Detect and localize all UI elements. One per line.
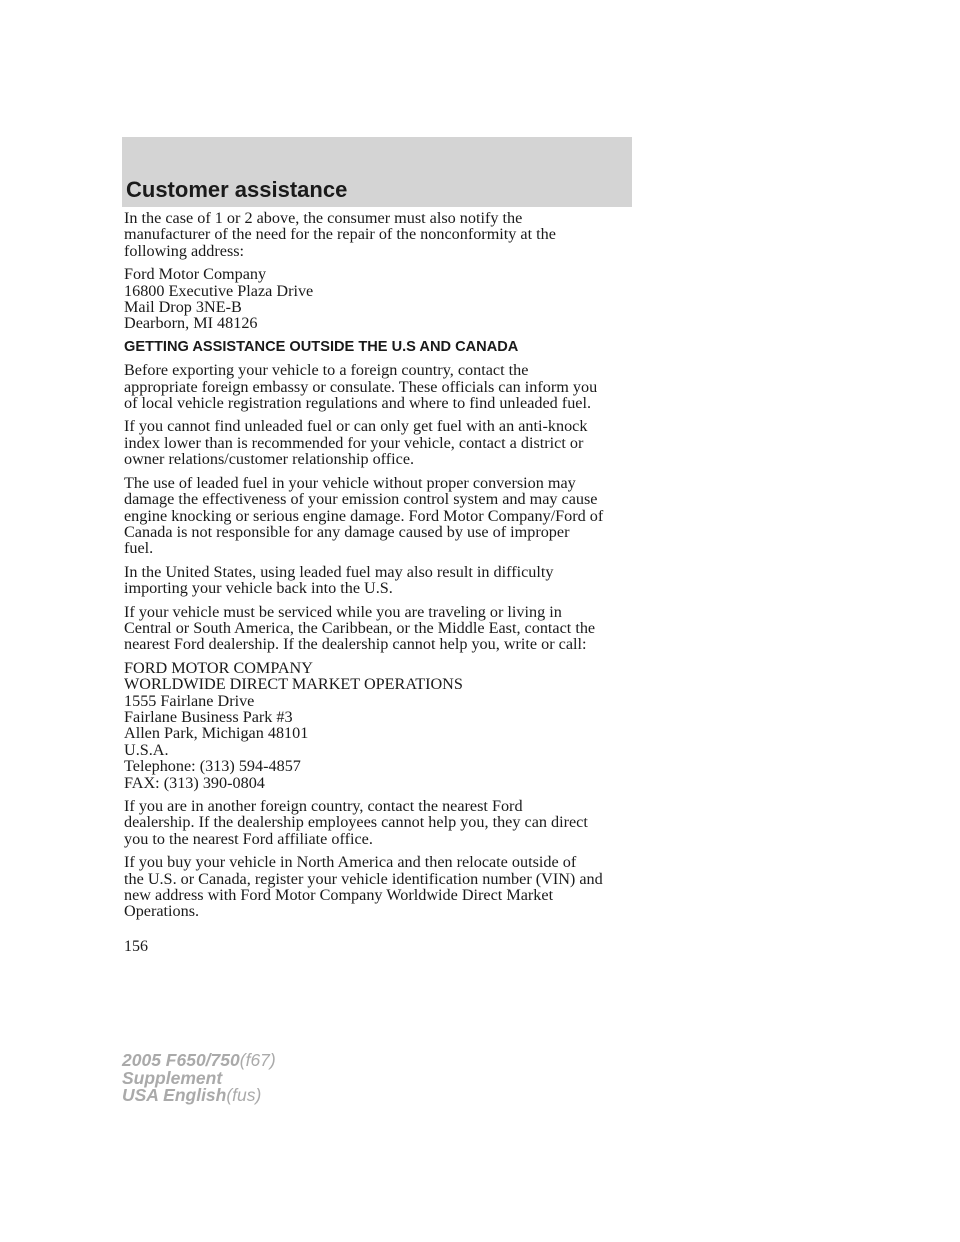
page-content: [124, 210, 644, 927]
footer-model-code: (f67): [239, 1050, 276, 1070]
footer-model: 2005 F650/750: [122, 1050, 240, 1070]
paragraph-serviced-abroad: If your vehicle must be serviced while you are traveling or living in Central or South America, the Caribbean, or the Middle East, contact the nearest Ford dealership. If the dealership cannot help you, write or call:: [124, 602, 596, 654]
footer-language-code: (fus): [226, 1085, 262, 1105]
heading-outside-us-canada: GETTING ASSISTANCE OUTSIDE THE U.S AND CANADA: [124, 338, 519, 355]
document-footer: [122, 1052, 276, 1105]
paragraph-importing-back: In the United States, using leaded fuel may also result in difficulty importing your vehicle back into the U.S.: [124, 562, 554, 598]
section-header-band: [122, 137, 632, 207]
section-title: Customer assistance: [126, 177, 348, 202]
footer-language: USA English: [122, 1085, 227, 1105]
paragraph-consumer-notify: In the case of 1 or 2 above, the consumer must also notify the manufacturer of the need for the repair of the nonconformity at the following address:: [124, 209, 556, 260]
paragraph-relocate: If you buy your vehicle in North America and then relocate outside of the U.S. or Canada, register your vehicle identification number (VIN) and new address with Ford Motor Company Worldwide Direct Market Operations.: [124, 853, 603, 921]
paragraph-other-foreign-country: If you are in another foreign country, contact the nearest Ford dealership. If the dealership employees cannot help you, they can direct you to the nearest Ford affiliate office.: [124, 797, 588, 848]
paragraph-leaded-fuel-damage: The use of leaded fuel in your vehicle without proper conversion may damage the effectiveness of your emission control system and may cause engine knocking or serious engine damage. Ford Motor Company/Ford of Canada is not responsible for any damage caused by use of improper fuel.: [124, 473, 604, 558]
footer-edition: Supplement: [122, 1067, 223, 1088]
paragraph-unleaded-fuel: If you cannot find unleaded fuel or can only get fuel with an anti-knock index lower than is recommended for your vehicle, contact a district or owner relations/customer relationship office.: [124, 417, 588, 469]
paragraph-exporting: Before exporting your vehicle to a foreign country, contact the appropriate foreign embassy or consulate. These officials can inform you of local vehicle registration regulations and where to find unleaded fuel.: [124, 361, 598, 413]
address-ford-dearborn: Ford Motor Company 16800 Executive Plaza Drive Mail Drop 3NE-B Dearborn, MI 48126: [124, 265, 314, 333]
footer-language-row: [122, 1087, 276, 1105]
page-number: 156: [124, 938, 148, 955]
address-worldwide-direct-market: FORD MOTOR COMPANY WORLDWIDE DIRECT MARKET OPERATIONS 1555 Fairlane Drive Fairlane Business Park #3 Allen Park, Michigan 48101 U.S.A. Telephone: (313) 594-4857 FAX: (313) 390-0804: [124, 658, 463, 792]
